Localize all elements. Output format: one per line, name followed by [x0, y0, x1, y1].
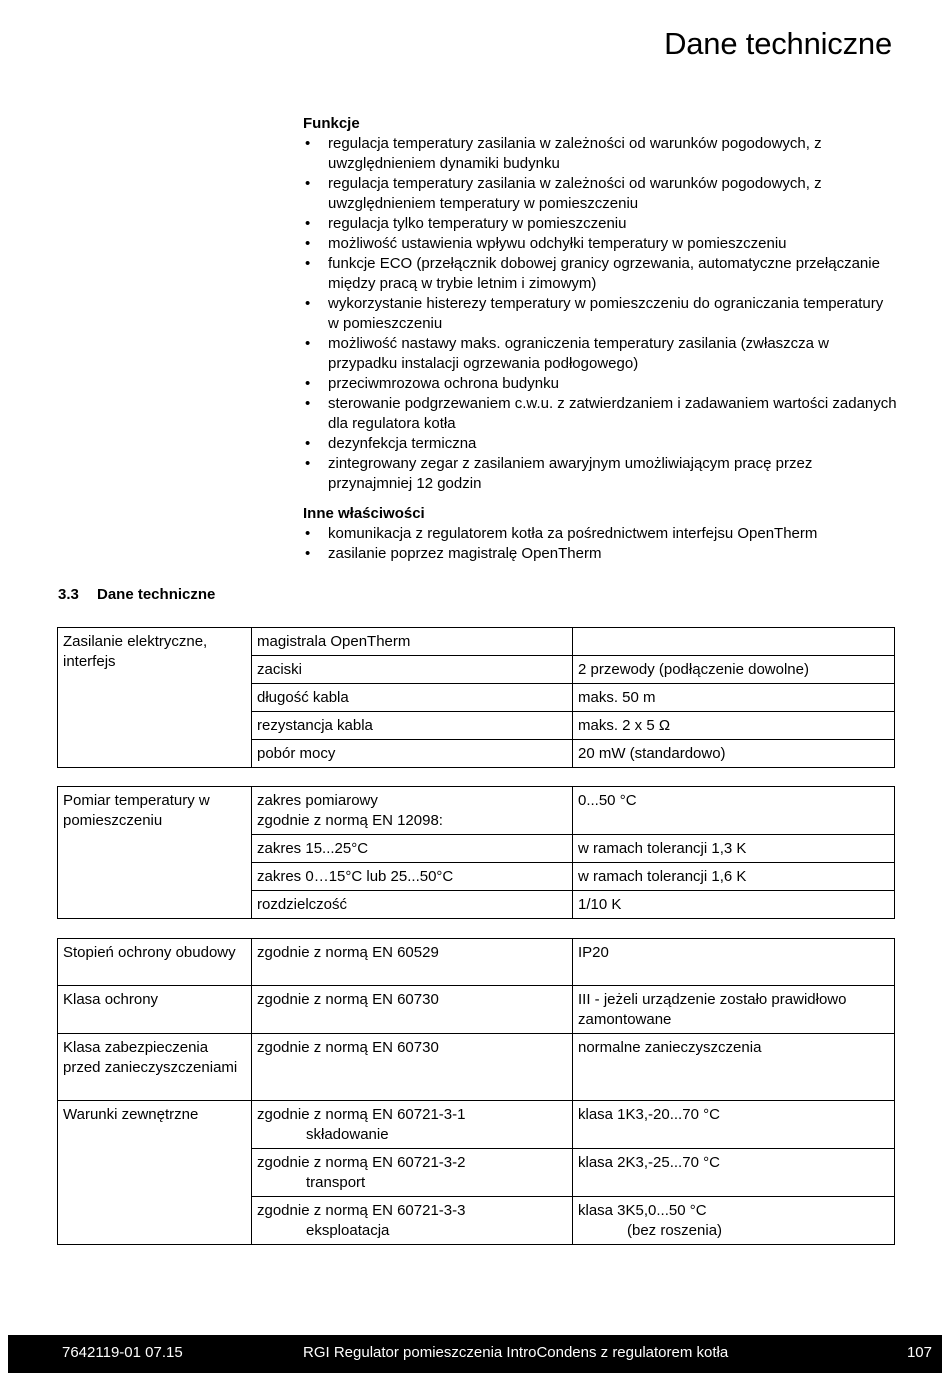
- table-cell: rozdzielczość: [252, 891, 573, 919]
- cell-line: klasa 3K5,0...50 °C: [578, 1202, 707, 1219]
- table-cell: zakres 15...25°C: [252, 835, 573, 863]
- table-cell: [252, 787, 573, 835]
- table-cell: 0...50 °C: [573, 787, 895, 835]
- list-item: • wykorzystanie histerezy temperatury w pomieszczeniu do ograniczania temperatury w pomieszczeniu: [303, 294, 898, 334]
- list-item: • regulacja tylko temperatury w pomieszczeniu: [303, 214, 898, 234]
- table-label: Stopień ochrony obudowy: [58, 939, 252, 986]
- other-properties-heading: Inne właściwości: [303, 505, 425, 522]
- table-label: Klasa zabezpieczenia przed zanieczyszczeniami: [58, 1034, 252, 1101]
- table-cell: w ramach tolerancji 1,3 K: [573, 835, 895, 863]
- table-cell: 1/10 K: [573, 891, 895, 919]
- list-item: • regulacja temperatury zasilania w zależności od warunków pogodowych, z uwzględnieniem temperatury w pomieszczeniu: [303, 174, 898, 214]
- table-cell: klasa 2K3,-25...70 °C: [573, 1149, 895, 1197]
- cell-line: zgodnie z normą EN 60721-3-3: [257, 1202, 466, 1219]
- table-label: Klasa ochrony: [58, 986, 252, 1034]
- table-cell: rezystancja kabla: [252, 712, 573, 740]
- functions-heading: Funkcje: [303, 115, 360, 132]
- cell-subline: eksploatacja: [306, 1222, 390, 1239]
- page-footer: [8, 1335, 942, 1373]
- list-item: • komunikacja z regulatorem kotła za pośrednictwem interfejsu OpenTherm: [303, 524, 898, 544]
- table-cell: zgodnie z normą EN 60730: [252, 1034, 573, 1101]
- table-cell: [252, 1149, 573, 1197]
- document-title: RGI Regulator pomieszczenia IntroCondens z regulatorem kotła: [303, 1344, 729, 1361]
- section-number: 3.3: [58, 586, 79, 603]
- table-cell: magistrala OpenTherm: [252, 628, 573, 656]
- document-code: 7642119-01 07.15: [62, 1344, 183, 1361]
- cell-subline: składowanie: [306, 1126, 389, 1143]
- table-cell: [252, 1197, 573, 1245]
- other-properties-list: [303, 524, 898, 564]
- table-cell: 2 przewody (podłączenie dowolne): [573, 656, 895, 684]
- description-block: [303, 114, 898, 574]
- table-cell: zgodnie z normą EN 60730: [252, 986, 573, 1034]
- cell-subline: transport: [306, 1174, 366, 1191]
- list-item: • funkcje ECO (przełącznik dobowej granicy ogrzewania, automatyczne przełączanie między pracą w trybie letnim i zimowym): [303, 254, 898, 294]
- list-item: • dezynfekcja termiczna: [303, 434, 898, 454]
- cell-subline: (bez roszenia): [627, 1222, 723, 1239]
- cell-line: zgodnie z normą EN 60721-3-2: [257, 1154, 466, 1171]
- table-cell: zaciski: [252, 656, 573, 684]
- list-item: • przeciwmrozowa ochrona budynku: [303, 374, 898, 394]
- list-item: • możliwość ustawienia wpływu odchyłki temperatury w pomieszczeniu: [303, 234, 898, 254]
- table-cell: klasa 1K3,-20...70 °C: [573, 1101, 895, 1149]
- table-cell: [573, 1197, 895, 1245]
- list-item: • zasilanie poprzez magistralę OpenTherm: [303, 544, 898, 564]
- power-interface-table: [57, 627, 895, 768]
- table-cell: w ramach tolerancji 1,6 K: [573, 863, 895, 891]
- page-title: Dane techniczne: [664, 26, 892, 61]
- table-cell: [252, 1101, 573, 1149]
- list-item: • regulacja temperatury zasilania w zależności od warunków pogodowych, z uwzględnieniem dynamiki budynku: [303, 134, 898, 174]
- table-label: Zasilanie elektryczne, interfejs: [58, 628, 252, 768]
- table-cell: maks. 50 m: [573, 684, 895, 712]
- list-item: • sterowanie podgrzewaniem c.w.u. z zatwierdzaniem i zadawaniem wartości zadanych dla regulatora kotła: [303, 394, 898, 434]
- page-number: 107: [906, 1344, 932, 1361]
- list-item: • możliwość nastawy maks. ograniczenia temperatury zasilania (zwłaszcza w przypadku instalacji ogrzewania podłogowego): [303, 334, 898, 374]
- table-label: Pomiar temperatury w pomieszczeniu: [58, 787, 252, 919]
- temperature-measurement-table: [57, 786, 895, 919]
- table-cell: długość kabla: [252, 684, 573, 712]
- protection-conditions-table: [57, 938, 895, 1245]
- list-item: • zintegrowany zegar z zasilaniem awaryjnym umożliwiającym pracę przez przynajmniej 12 godzin: [303, 454, 898, 494]
- table-cell: 20 mW (standardowo): [573, 740, 895, 768]
- table-cell: zakres 0…15°C lub 25...50°C: [252, 863, 573, 891]
- table-cell: zgodnie z normą EN 60529: [252, 939, 573, 986]
- table-label: Warunki zewnętrzne: [58, 1101, 252, 1245]
- cell-line: zgodnie z normą EN 12098:: [257, 812, 443, 829]
- table-cell: pobór mocy: [252, 740, 573, 768]
- table-cell: normalne zanieczyszczenia: [573, 1034, 895, 1101]
- table-cell: IP20: [573, 939, 895, 986]
- section-heading: [58, 586, 215, 603]
- section-title: Dane techniczne: [97, 586, 216, 603]
- cell-line: zakres pomiarowy: [257, 792, 378, 809]
- cell-line: zgodnie z normą EN 60721-3-1: [257, 1106, 466, 1123]
- table-cell: maks. 2 x 5 Ω: [573, 712, 895, 740]
- table-cell: III - jeżeli urządzenie zostało prawidłowo zamontowane: [573, 986, 895, 1034]
- functions-list: [303, 134, 898, 494]
- table-cell: [573, 628, 895, 656]
